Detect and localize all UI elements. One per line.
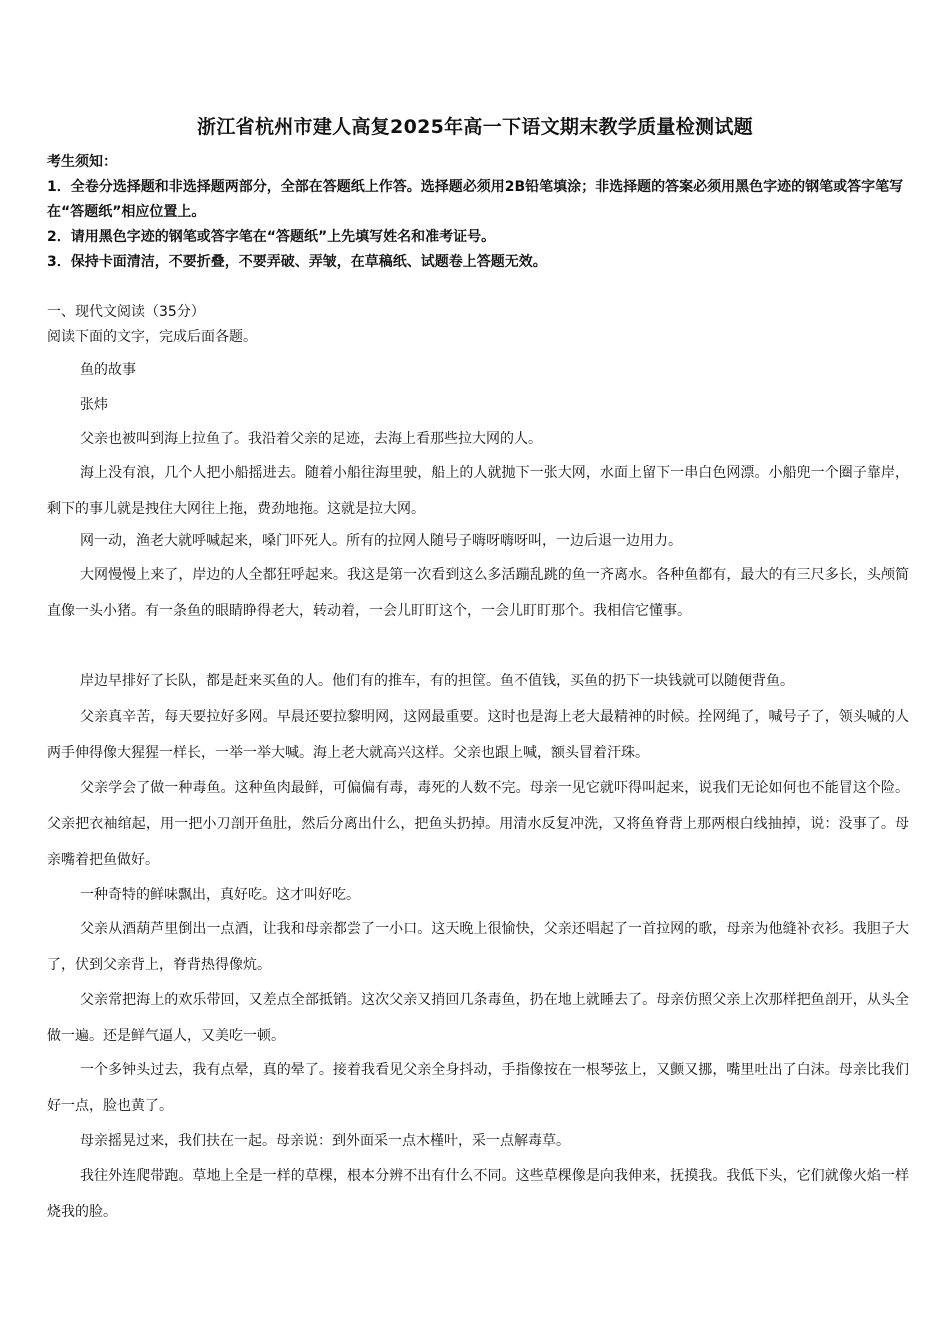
notice-item-3: 3．保持卡面清洁，不要折叠，不要弄破、弄皱，在草稿纸、试题卷上答题无效。 <box>47 254 547 270</box>
paragraph: 一种奇特的鲜味飘出，真好吃。这才叫好吃。 <box>80 887 360 903</box>
section-heading: 一、现代文阅读（35分） <box>47 304 205 320</box>
notice-heading: 考生须知： <box>47 154 117 170</box>
paragraph: 网一动，渔老大就呼喊起来，嗓门吓死人。所有的拉网人随号子嗨呀嗨呀叫，一边后退一边用力。 <box>80 533 682 549</box>
paragraph: 父亲真辛苦，每天要拉好多网。早晨还要拉黎明网，这网最重要。这时也是海上老大最精神的时候。拴网绳了，喊号子了，领头喊的人两手伸得像大猩猩一样长，一举一举大喊。海上老大就高兴这样。父亲也跟上喊，额头冒着汗珠。 <box>47 709 909 761</box>
notice-item-2: 2．请用黑色字迹的钢笔或答字笔在“答题纸”上先填写姓名和准考证号。 <box>47 229 496 245</box>
paragraph: 海上没有浪，几个人把小船摇进去。随着小船往海里驶，船上的人就抛下一张大网，水面上留下一串白色网漂。小船兜一个圈子靠岸，剩下的事儿就是拽住大网往上拖，费劲地拖。这就是拉大网。 <box>47 465 909 517</box>
paragraph: 大网慢慢上来了，岸边的人全都狂呼起来。我这是第一次看到这么多活蹦乱跳的鱼一齐离水。各种鱼都有，最大的有三尺多长，头颅简直像一头小猪。有一条鱼的眼睛睁得老大，转动着，一会儿盯盯这个，一会儿盯盯那个。我相信它懂事。 <box>47 567 909 619</box>
article-title: 鱼的故事 <box>80 362 136 378</box>
paragraph: 父亲学会了做一种毒鱼。这种鱼肉最鲜，可偏偏有毒，毒死的人数不完。母亲一见它就吓得叫起来，说我们无论如何也不能冒这个险。父亲把衣袖绾起，用一把小刀剖开鱼肚，然后分离出什么，把鱼头扔掉。用清水反复冲洗，又将鱼脊背上那两根白线抽掉，说：没事了。母亲嘴着把鱼做好。 <box>47 780 909 868</box>
paragraph: 一个多钟头过去，我有点晕，真的晕了。接着我看见父亲全身抖动，手指像按在一根琴弦上，又颤又挪，嘴里吐出了白沫。母亲比我们好一点，脸也黄了。 <box>47 1062 909 1114</box>
paragraph: 父亲也被叫到海上拉鱼了。我沿着父亲的足迹，去海上看那些拉大网的人。 <box>80 431 542 447</box>
paragraph: 父亲从酒葫芦里倒出一点酒，让我和母亲都尝了一小口。这天晚上很愉快，父亲还唱起了一首拉网的歌，母亲为他缝补衣衫。我胆子大了，伏到父亲背上，脊背热得像炕。 <box>47 921 909 973</box>
reading-instruction: 阅读下面的文字，完成后面各题。 <box>47 329 257 345</box>
page-title: 浙江省杭州市建人高复2025年高一下语文期末教学质量检测试题 <box>197 116 753 138</box>
paragraph: 我往外连爬带跑。草地上全是一样的草棵，根本分辨不出有什么不同。这些草棵像是向我伸来，抚摸我。我低下头，它们就像火焰一样烧我的脸。 <box>47 1168 909 1220</box>
notice-item-1: 1．全卷分选择题和非选择题两部分，全部在答题纸上作答。选择题必须用2B铅笔填涂；非选择题的答案必须用黑色字迹的钢笔或答字笔写在“答题纸”相应位置上。 <box>47 179 904 220</box>
paragraph: 岸边早排好了长队，都是赶来买鱼的人。他们有的推车，有的担筐。鱼不值钱，买鱼的扔下一块钱就可以随便背鱼。 <box>80 673 794 689</box>
paragraph: 母亲摇晃过来，我们扶在一起。母亲说：到外面采一点木槿叶，采一点解毒草。 <box>80 1133 570 1149</box>
article-author: 张炜 <box>80 397 108 413</box>
paragraph: 父亲常把海上的欢乐带回，又差点全部抵销。这次父亲又捎回几条毒鱼，扔在地上就睡去了。母亲仿照父亲上次那样把鱼剖开，从头全做一遍。还是鲜气逼人，又美吃一顿。 <box>47 992 909 1044</box>
